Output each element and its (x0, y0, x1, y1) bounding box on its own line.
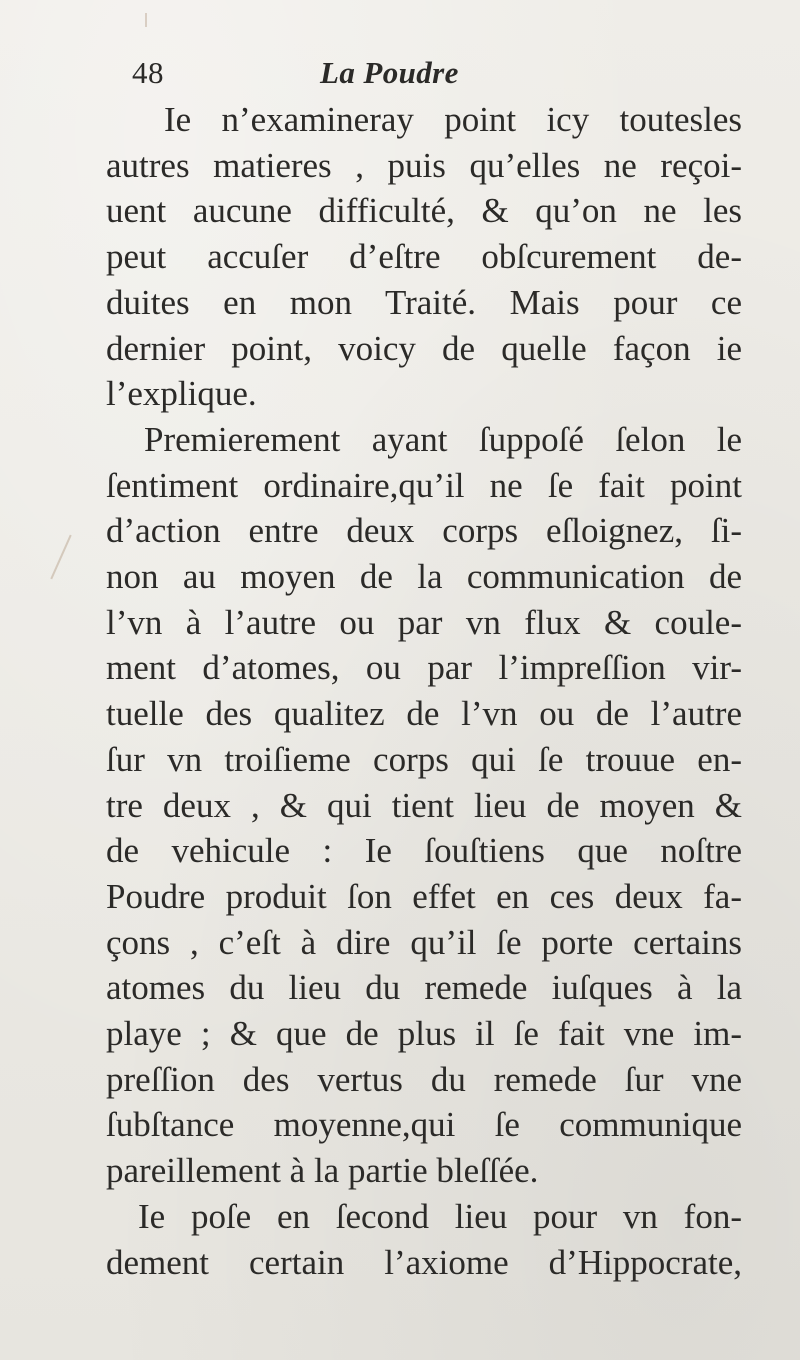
text-line: peut accuſer d’eſtre obſcurement de- (106, 237, 742, 277)
text-line: ſubſtance moyenne,qui ſe communique (106, 1105, 742, 1145)
text-line: Ie n’examineray point icy toutesles (164, 100, 742, 139)
margin-mark (50, 535, 71, 580)
text-line: l’explique. (106, 374, 257, 414)
running-title: La Poudre (320, 55, 459, 90)
text-line: l’vn à l’autre ou par vn flux & coule- (106, 602, 742, 642)
text-line: duites en mon Traité. Mais pour ce (106, 282, 742, 322)
text-line: dement certain l’axiome d’Hippocrate, (106, 1242, 742, 1282)
text-line: non au moyen de la communication de (106, 557, 742, 597)
text-line: uent aucune difficulté, & qu’on ne les (106, 191, 742, 231)
text-line: atomes du lieu du remede iuſques à la (106, 968, 742, 1008)
text-line: pareillement à la partie bleſſée. (106, 1151, 539, 1191)
text-line: tre deux , & qui tient lieu de moyen & (106, 785, 742, 825)
text-line: çons , c’eſt à dire qu’il ſe porte certains (106, 922, 742, 962)
text-line: Poudre produit ſon effet en ces deux fa- (106, 876, 742, 916)
text-line: preſſion des vertus du remede ſur vne (106, 1059, 742, 1099)
text-line: ment d’atomes, ou par l’impreſſion vir- (106, 648, 742, 688)
text-line: Premierement ayant ſuppoſé ſelon le (144, 419, 742, 459)
text-line: ſentiment ordinaire,qu’il ne ſe fait point (106, 465, 742, 505)
margin-mark (145, 13, 147, 27)
page-header (132, 48, 692, 98)
text-line: dernier point, voicy de quelle façon ie (106, 328, 742, 368)
text-line: autres matieres , puis qu’elles ne reçoi- (106, 145, 742, 185)
page-number: 48 (132, 55, 164, 90)
text-line: d’action entre deux corps eſloignez, ſi- (106, 511, 742, 551)
text-line: Ie poſe en ſecond lieu pour vn fon- (138, 1196, 742, 1236)
text-line: de vehicule : Ie ſouſtiens que noſtre (106, 831, 742, 871)
text-line: playe ; & que de plus il ſe fait vne im- (106, 1014, 742, 1054)
body-text (106, 97, 742, 1285)
text-line: tuelle des qualitez de l’vn ou de l’autre (106, 694, 742, 734)
text-line: ſur vn troiſieme corps qui ſe trouue en- (106, 739, 742, 779)
